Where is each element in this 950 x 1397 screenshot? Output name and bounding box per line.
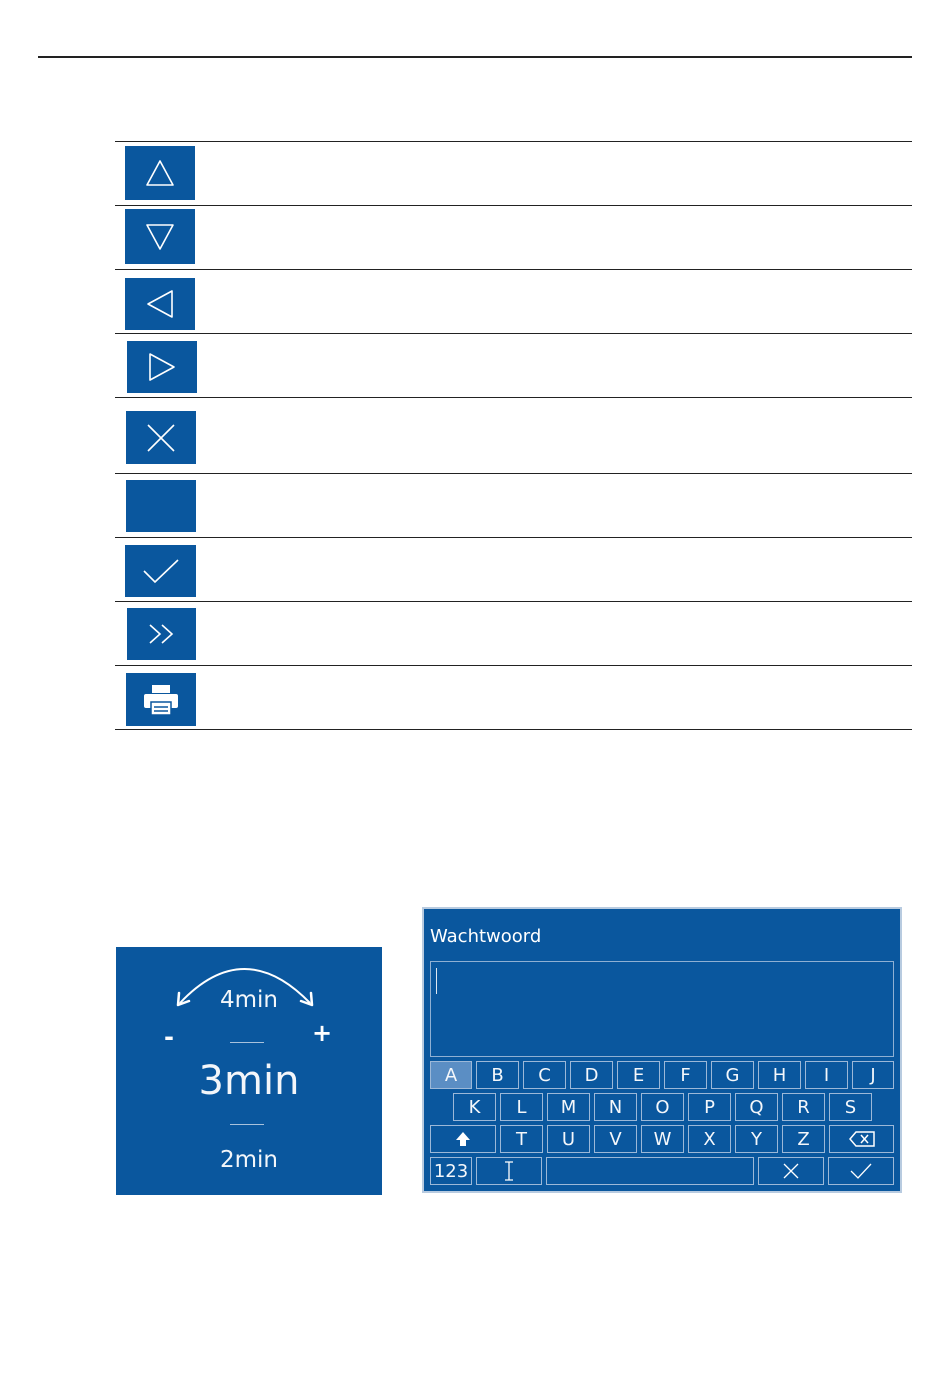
upper-time-value[interactable]: 4min <box>219 987 278 1013</box>
backspace-icon <box>849 1131 875 1147</box>
numeric-toggle-key[interactable]: 123 <box>430 1157 472 1185</box>
key-x[interactable]: X <box>688 1125 731 1153</box>
key-b[interactable]: B <box>476 1061 519 1089</box>
checkmark-icon <box>125 545 196 597</box>
key-k[interactable]: K <box>453 1093 496 1121</box>
top-rule <box>38 56 912 58</box>
key-t[interactable]: T <box>500 1125 543 1153</box>
key-a[interactable]: A <box>430 1061 472 1089</box>
key-y[interactable]: Y <box>735 1125 778 1153</box>
icon-row-left <box>115 269 912 333</box>
icon-row-skip <box>115 601 912 665</box>
key-c[interactable]: C <box>523 1061 566 1089</box>
key-u[interactable]: U <box>547 1125 590 1153</box>
key-s[interactable]: S <box>829 1093 872 1121</box>
icon-row-check <box>115 537 912 601</box>
key-z[interactable]: Z <box>782 1125 825 1153</box>
blank-icon <box>126 480 196 532</box>
key-g[interactable]: G <box>711 1061 754 1089</box>
key-r[interactable]: R <box>782 1093 825 1121</box>
text-caret <box>436 968 437 994</box>
key-f[interactable]: F <box>664 1061 707 1089</box>
cursor-icon <box>503 1161 515 1181</box>
icon-row-down <box>115 205 912 269</box>
space-key[interactable] <box>546 1157 754 1185</box>
confirm-icon <box>850 1163 872 1179</box>
key-i[interactable]: I <box>805 1061 848 1089</box>
cancel-key[interactable] <box>758 1157 824 1185</box>
printer-icon <box>126 673 196 726</box>
timer-selector-panel <box>116 947 382 1195</box>
triangle-up-icon <box>125 146 195 200</box>
icon-row-close <box>115 397 912 473</box>
key-l[interactable]: L <box>500 1093 543 1121</box>
cancel-icon <box>782 1162 800 1180</box>
cursor-key[interactable] <box>476 1157 542 1185</box>
shift-key[interactable] <box>430 1125 496 1153</box>
backspace-key[interactable] <box>829 1125 894 1153</box>
close-x-icon <box>126 411 196 464</box>
key-m[interactable]: M <box>547 1093 590 1121</box>
current-time-value[interactable]: 3min <box>198 1058 300 1104</box>
key-q[interactable]: Q <box>735 1093 778 1121</box>
double-chevron-right-icon <box>127 608 196 660</box>
icon-row-blank <box>115 473 912 537</box>
key-w[interactable]: W <box>641 1125 684 1153</box>
key-j[interactable]: J <box>852 1061 894 1089</box>
lower-time-value[interactable]: 2min <box>219 1147 278 1173</box>
key-h[interactable]: H <box>758 1061 801 1089</box>
key-o[interactable]: O <box>641 1093 684 1121</box>
triangle-down-icon <box>125 209 195 264</box>
shift-icon <box>455 1131 471 1147</box>
icon-row-right <box>115 333 912 397</box>
password-input[interactable] <box>430 961 894 1057</box>
keyboard-title: Wachtwoord <box>430 926 542 947</box>
triangle-left-icon <box>125 278 195 330</box>
plus-label[interactable]: + <box>312 1019 333 1047</box>
password-keyboard-panel <box>422 907 902 1193</box>
key-n[interactable]: N <box>594 1093 637 1121</box>
icon-row-print <box>115 665 912 730</box>
key-v[interactable]: V <box>594 1125 637 1153</box>
icon-row-up <box>115 141 912 205</box>
upper-divider <box>230 1042 264 1043</box>
lower-divider <box>230 1124 264 1125</box>
key-p[interactable]: P <box>688 1093 731 1121</box>
minus-label[interactable]: - <box>164 1023 174 1051</box>
key-d[interactable]: D <box>570 1061 613 1089</box>
confirm-key[interactable] <box>828 1157 894 1185</box>
triangle-right-icon <box>127 341 197 393</box>
key-e[interactable]: E <box>617 1061 660 1089</box>
